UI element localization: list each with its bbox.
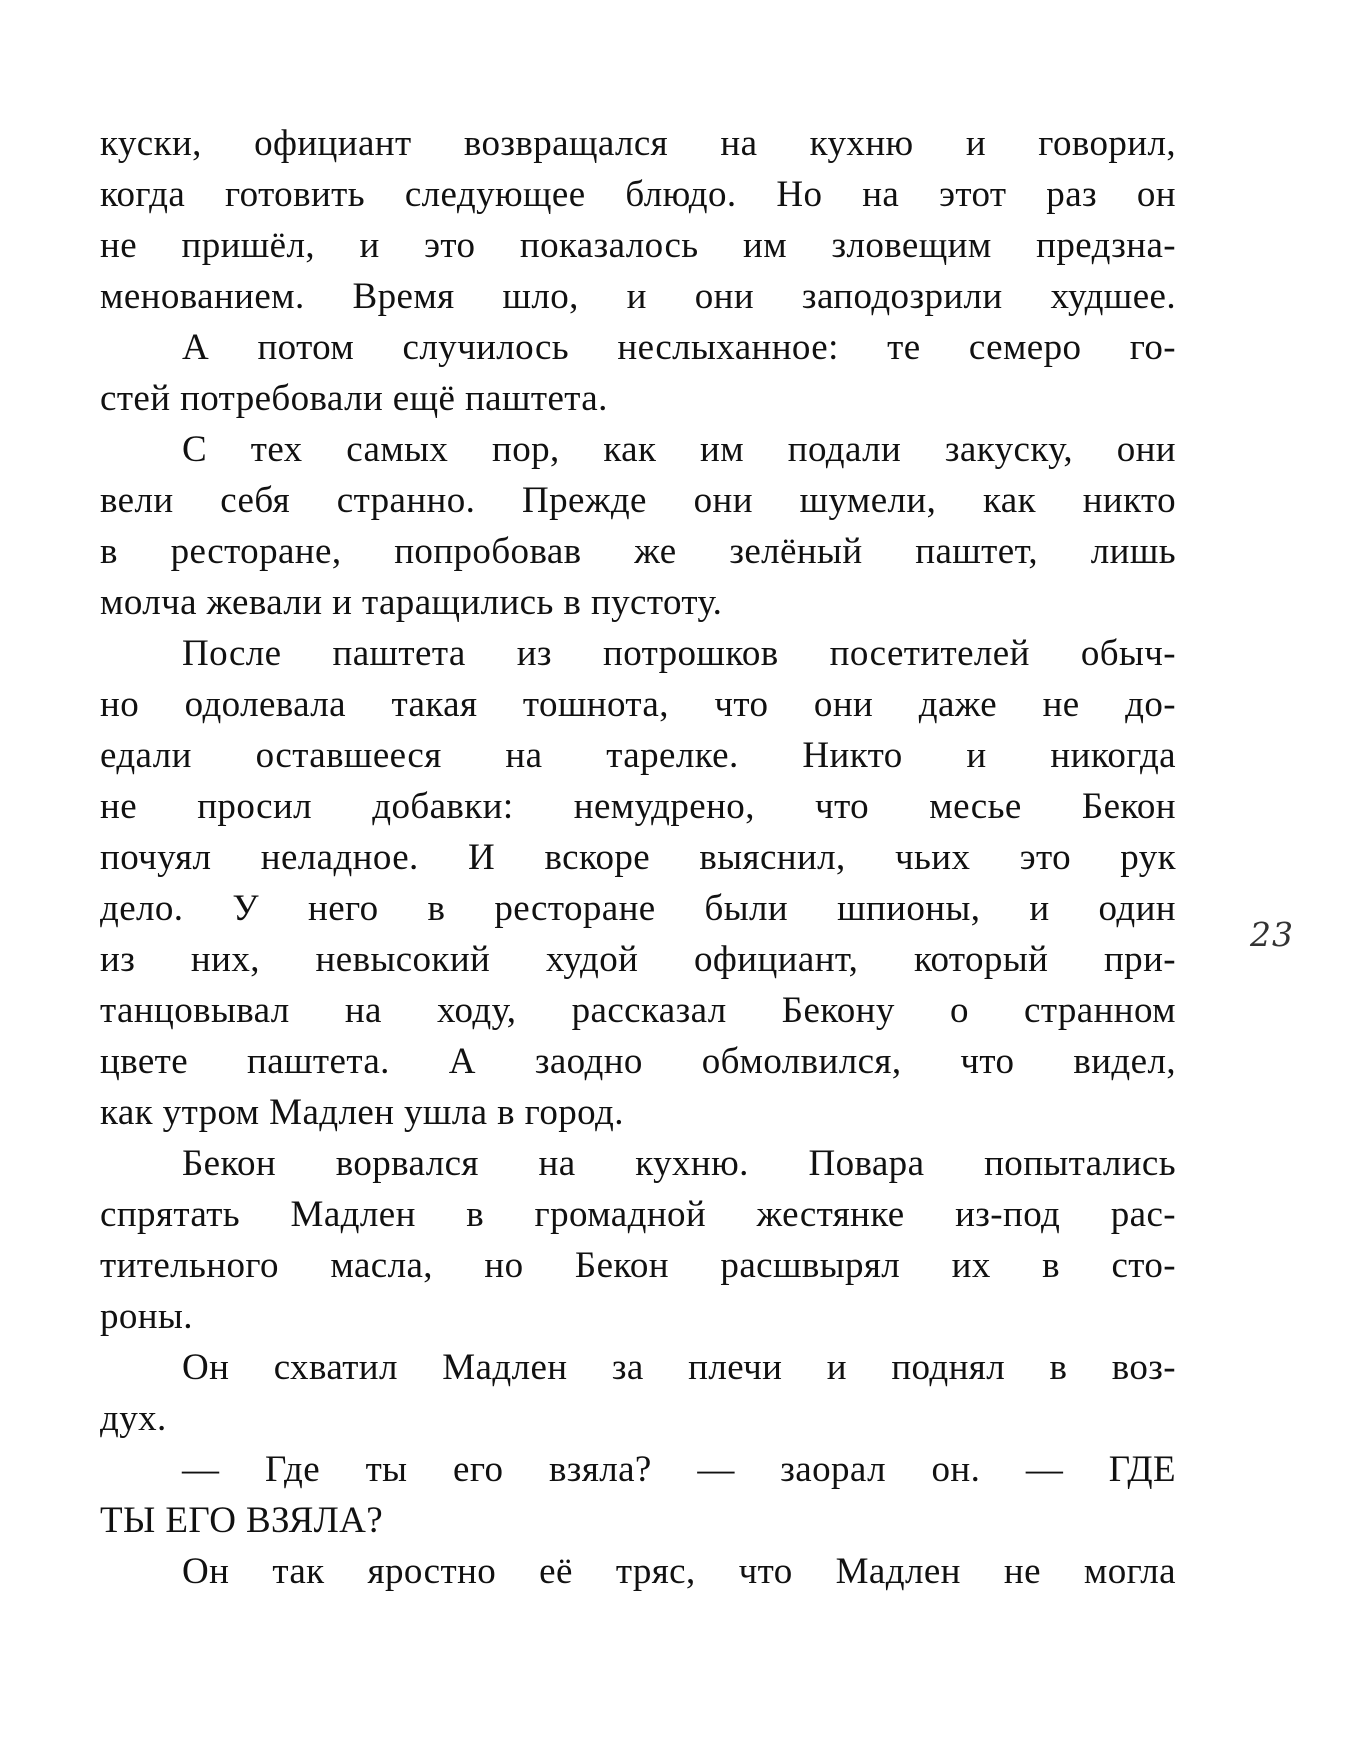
text-line: не просил добавки: немудрено, что месье Бекон: [100, 786, 1176, 827]
text-line: дух.: [100, 1398, 167, 1439]
text-line: Он так яростно её тряс, что Мадлен не могла: [182, 1551, 1176, 1592]
text-line: вели себя странно. Прежде они шумели, как никто: [100, 480, 1176, 521]
text-line: как утром Мадлен ушла в город.: [100, 1092, 624, 1133]
text-line: куски, официант возвращался на кухню и говорил,: [100, 123, 1176, 164]
text-line: не пришёл, и это показалось им зловещим предзна-: [100, 225, 1176, 266]
text-line: стей потребовали ещё паштета.: [100, 378, 608, 419]
text-line: в ресторане, попробовав же зелёный паштет, лишь: [100, 531, 1176, 572]
text-line: А потом случилось неслыханное: те семеро го-: [182, 327, 1176, 368]
text-line: спрятать Мадлен в громадной жестянке из-под рас-: [100, 1194, 1176, 1235]
text-line: С тех самых пор, как им подали закуску, они: [182, 429, 1176, 470]
text-line: цвете паштета. А заодно обмолвился, что видел,: [100, 1041, 1176, 1082]
body-text: [100, 118, 1176, 1597]
text-line: Он схватил Мадлен за плечи и поднял в воз-: [182, 1347, 1176, 1388]
text-line: ТЫ ЕГО ВЗЯЛА?: [100, 1500, 384, 1541]
text-line: тительного масла, но Бекон расшвырял их в сто-: [100, 1245, 1176, 1286]
text-line: едали оставшееся на тарелке. Никто и никогда: [100, 735, 1176, 776]
text-line: почуял неладное. И вскоре выяснил, чьих это рук: [100, 837, 1176, 878]
text-line: После паштета из потрошков посетителей обыч-: [182, 633, 1176, 674]
text-line: из них, невысокий худой официант, который при-: [100, 939, 1176, 980]
text-line: менованием. Время шло, и они заподозрили худшее.: [100, 276, 1176, 317]
page-number: 23: [1250, 915, 1294, 954]
text-line: когда готовить следующее блюдо. Но на этот раз он: [100, 174, 1176, 215]
text-line: танцовывал на ходу, рассказал Бекону о странном: [100, 990, 1176, 1031]
text-line: роны.: [100, 1296, 193, 1337]
text-line: но одолевала такая тошнота, что они даже не до-: [100, 684, 1176, 725]
text-line: дело. У него в ресторане были шпионы, и один: [100, 888, 1176, 929]
text-line: Бекон ворвался на кухню. Повара попытались: [182, 1143, 1176, 1184]
text-line: молча жевали и таращились в пустоту.: [100, 582, 723, 623]
text-line: — Где ты его взяла? — заорал он. — ГДЕ: [182, 1449, 1176, 1490]
